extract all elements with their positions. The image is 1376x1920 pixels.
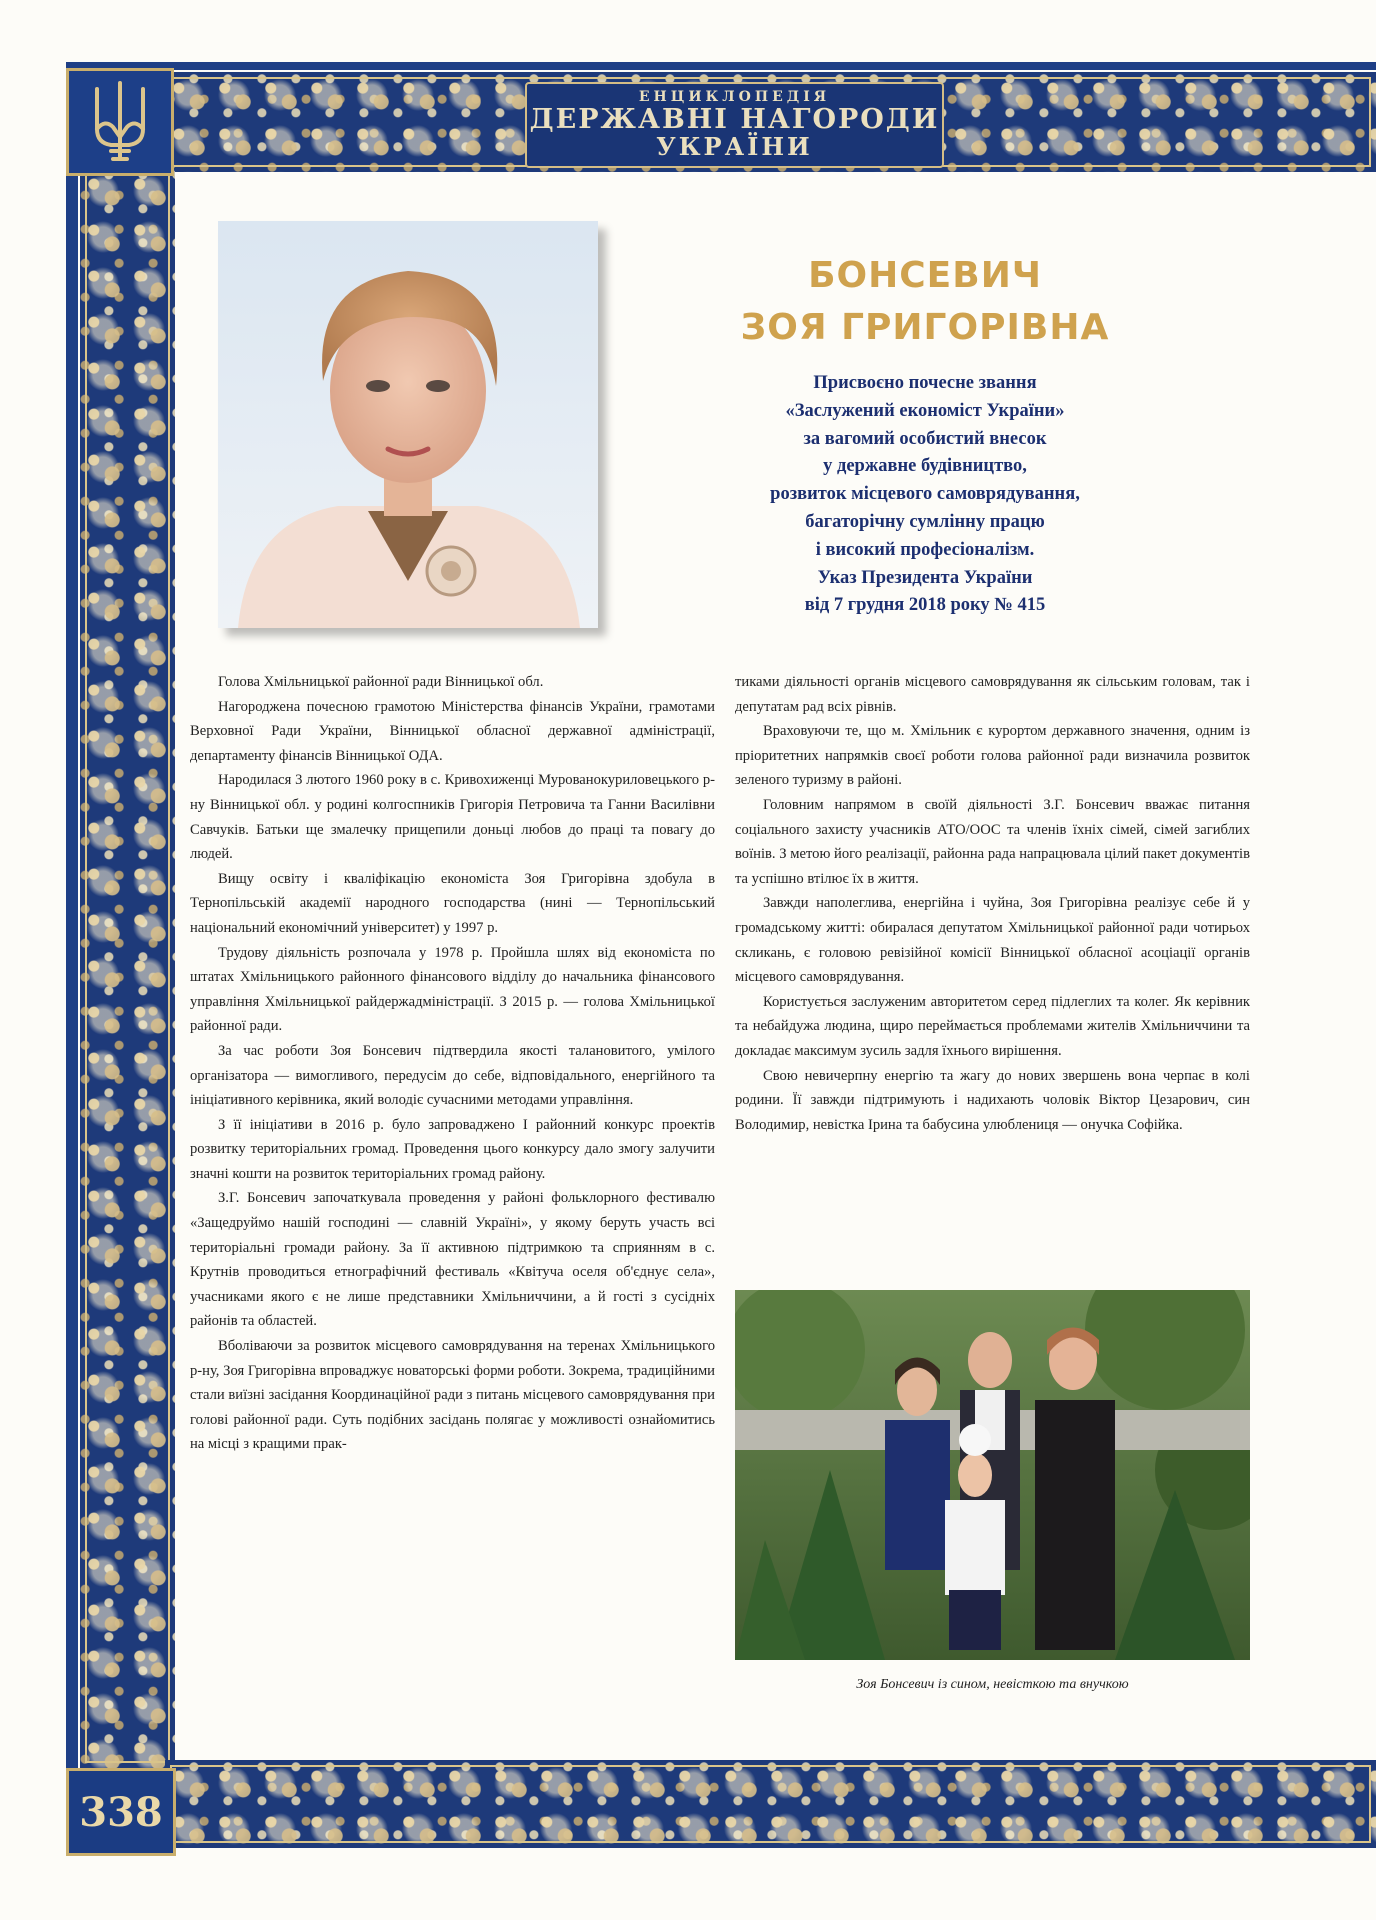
paragraph: Враховуючи те, що м. Хмільник є курортом державного значення, одним із пріоритетних напрямків своєї роботи голова районної ради визначила розвиток зеленого туризму в районі. xyxy=(735,723,1250,789)
citation-line: Указ Президента України xyxy=(817,567,1033,588)
header-line-3: УКРАЇНИ xyxy=(656,132,813,161)
header-line-2: ДЕРЖАВНІ НАГОРОДИ xyxy=(529,104,940,135)
photo-caption: Зоя Бонсевич із сином, невісткою та внучкою xyxy=(856,1677,1129,1692)
ornament-band-bottom xyxy=(165,1760,1376,1848)
paragraph: Нагороджена почесною грамотою Міністерства фінансів України, грамотами Верховної Ради України, Вінницької обласної державної адміністрації, департаменту фінансів Вінницької ОДА. xyxy=(190,698,715,764)
paragraph: За час роботи Зоя Бонсевич підтвердила якості талановитого, умілого організатора — вимогливого, передусім до себе, відповідального, енергійного та ініціативного керівника, який володіє сучасними методами управління. xyxy=(190,1042,715,1109)
paragraph: Вищу освіту і кваліфікацію економіста Зоя Григорівна здобула в Тернопільській академії народного господарства (нині — Тернопільський національний економічний університет) у 1997 р. xyxy=(190,870,715,936)
citation-line: «Заслужений економіст України» xyxy=(785,400,1065,421)
coat-of-arms xyxy=(66,68,174,176)
person-given-names: ЗОЯ ГРИГОРІВНА xyxy=(740,307,1110,348)
person-name-heading xyxy=(725,250,1125,354)
frame-left-edge xyxy=(66,68,78,1850)
ornament-band-left xyxy=(80,168,175,1768)
page-number: 338 xyxy=(66,1768,176,1856)
header-line-1: ЕНЦИКЛОПЕДІЯ xyxy=(638,89,831,105)
encyclopedia-title-banner xyxy=(525,82,944,168)
citation-line: у державне будівництво, xyxy=(823,456,1027,477)
paragraph: Свою невичерпну енергію та жагу до нових звершень вона черпає в колі родини. Її завжди підтримують і надихають чоловік Віктор Цезарович, син Володимир, невістка Ірина та бабусина улюблениця — онучка Софійка. xyxy=(735,1067,1250,1133)
citation-line: і високий професіоналізм. xyxy=(815,539,1035,560)
paragraph: Голова Хмільницької районної ради Вінницької обл. xyxy=(218,674,544,690)
paragraph: Користується заслуженим авторитетом серед підлеглих та колег. Як керівник та небайдужа людина, щиро переймається проблемами жителів Хмільниччини та докладає максимум зусиль задля їхнього вирішення. xyxy=(735,993,1250,1059)
paragraph: З її ініціативи в 2016 р. було запроваджено І районний конкурс проектів розвитку територіальних громад. Проведення цього конкурсу дало змогу залучити значні кошти на розвиток територіальних громад району. xyxy=(190,1116,715,1182)
citation-line: за вагомий особистий внесок xyxy=(803,428,1047,449)
body-column-left xyxy=(190,670,715,1457)
paragraph: Трудову діяльність розпочала у 1978 р. Пройшла шлях від економіста по штатах Хмільницького районного фінансового відділу до начальника фінансового управління Хмільницької райдержадміністрації. З 2015 р. — голова Хмільницької районної ради. xyxy=(190,944,715,1035)
paragraph: тиками діяльності органів місцевого самоврядування як сільським головам, так і депутатам рад всіх рівнів. xyxy=(735,674,1250,715)
paragraph: Народилася 3 лютого 1960 року в с. Кривохиженці Мурованокуриловецького р-ну Вінницької обл. у родині колгоспників Григорія Петровича та Ганни Василівни Савчуків. Батьки ще змалечку прищепили доньці любов до праці та повагу до людей. xyxy=(190,772,715,863)
tryzub-coat-of-arms-icon xyxy=(89,79,151,165)
person-surname: БОНСЕВИЧ xyxy=(808,255,1042,296)
paragraph: З.Г. Бонсевич започаткувала проведення у районі фольклорного фестивалю «Защедруймо нашій господині — славній Україні», у якому беруть участь всі територіальні громади району. За її активною підтримкою та сприянням в с. Крутнів проводиться етнографічний фестиваль «Квітуча оселя об'єднує села», учасниками якого є не лише представники Хмільниччини, а й гості з сусідніх районів та областей. xyxy=(190,1190,715,1330)
family-photo xyxy=(735,1290,1250,1660)
body-column-right xyxy=(735,670,1250,1137)
citation-line: розвиток місцевого самоврядування, xyxy=(770,484,1080,505)
paragraph: Головним напрямом в своїй діяльності З.Г. Бонсевич вважає питання соціального захисту учасників АТО/ООС та членів їхніх сімей, сімей загиблих воїнів. З метою його реалізації, районна рада напрацювала цілий пакет документів та успішно втілює їх в життя. xyxy=(735,796,1250,887)
award-citation xyxy=(705,370,1145,620)
paragraph: Вболіваючи за розвиток місцевого самоврядування на теренах Хмільницького р-ну, Зоя Григорівна впроваджує новаторські форми роботи. Зокрема, традиційними стали виїзні засідання Координаційної ради з питань місцевого самоврядування при голові районної ради. Суть подібних засідань полягає у можливості ознайомитись на місці з кращими прак- xyxy=(190,1338,715,1453)
citation-line: від 7 грудня 2018 року № 415 xyxy=(804,595,1046,616)
paragraph: Завжди наполеглива, енергійна і чуйна, Зоя Григорівна реалізує себе й у громадському житті: обиралася депутатом Хмільницької районної ради чотирьох скликань, є головою ревізійної комісії Вінницької обласної асоціації органів місцевого самоврядування. xyxy=(735,895,1250,986)
citation-line: Присвоєно почесне звання xyxy=(813,373,1037,393)
citation-line: багаторічну сумлінну працю xyxy=(805,511,1045,532)
portrait-photo xyxy=(218,221,598,628)
frame-top-edge xyxy=(66,62,1376,70)
portrait-image xyxy=(218,221,598,628)
family-image xyxy=(735,1290,1250,1660)
